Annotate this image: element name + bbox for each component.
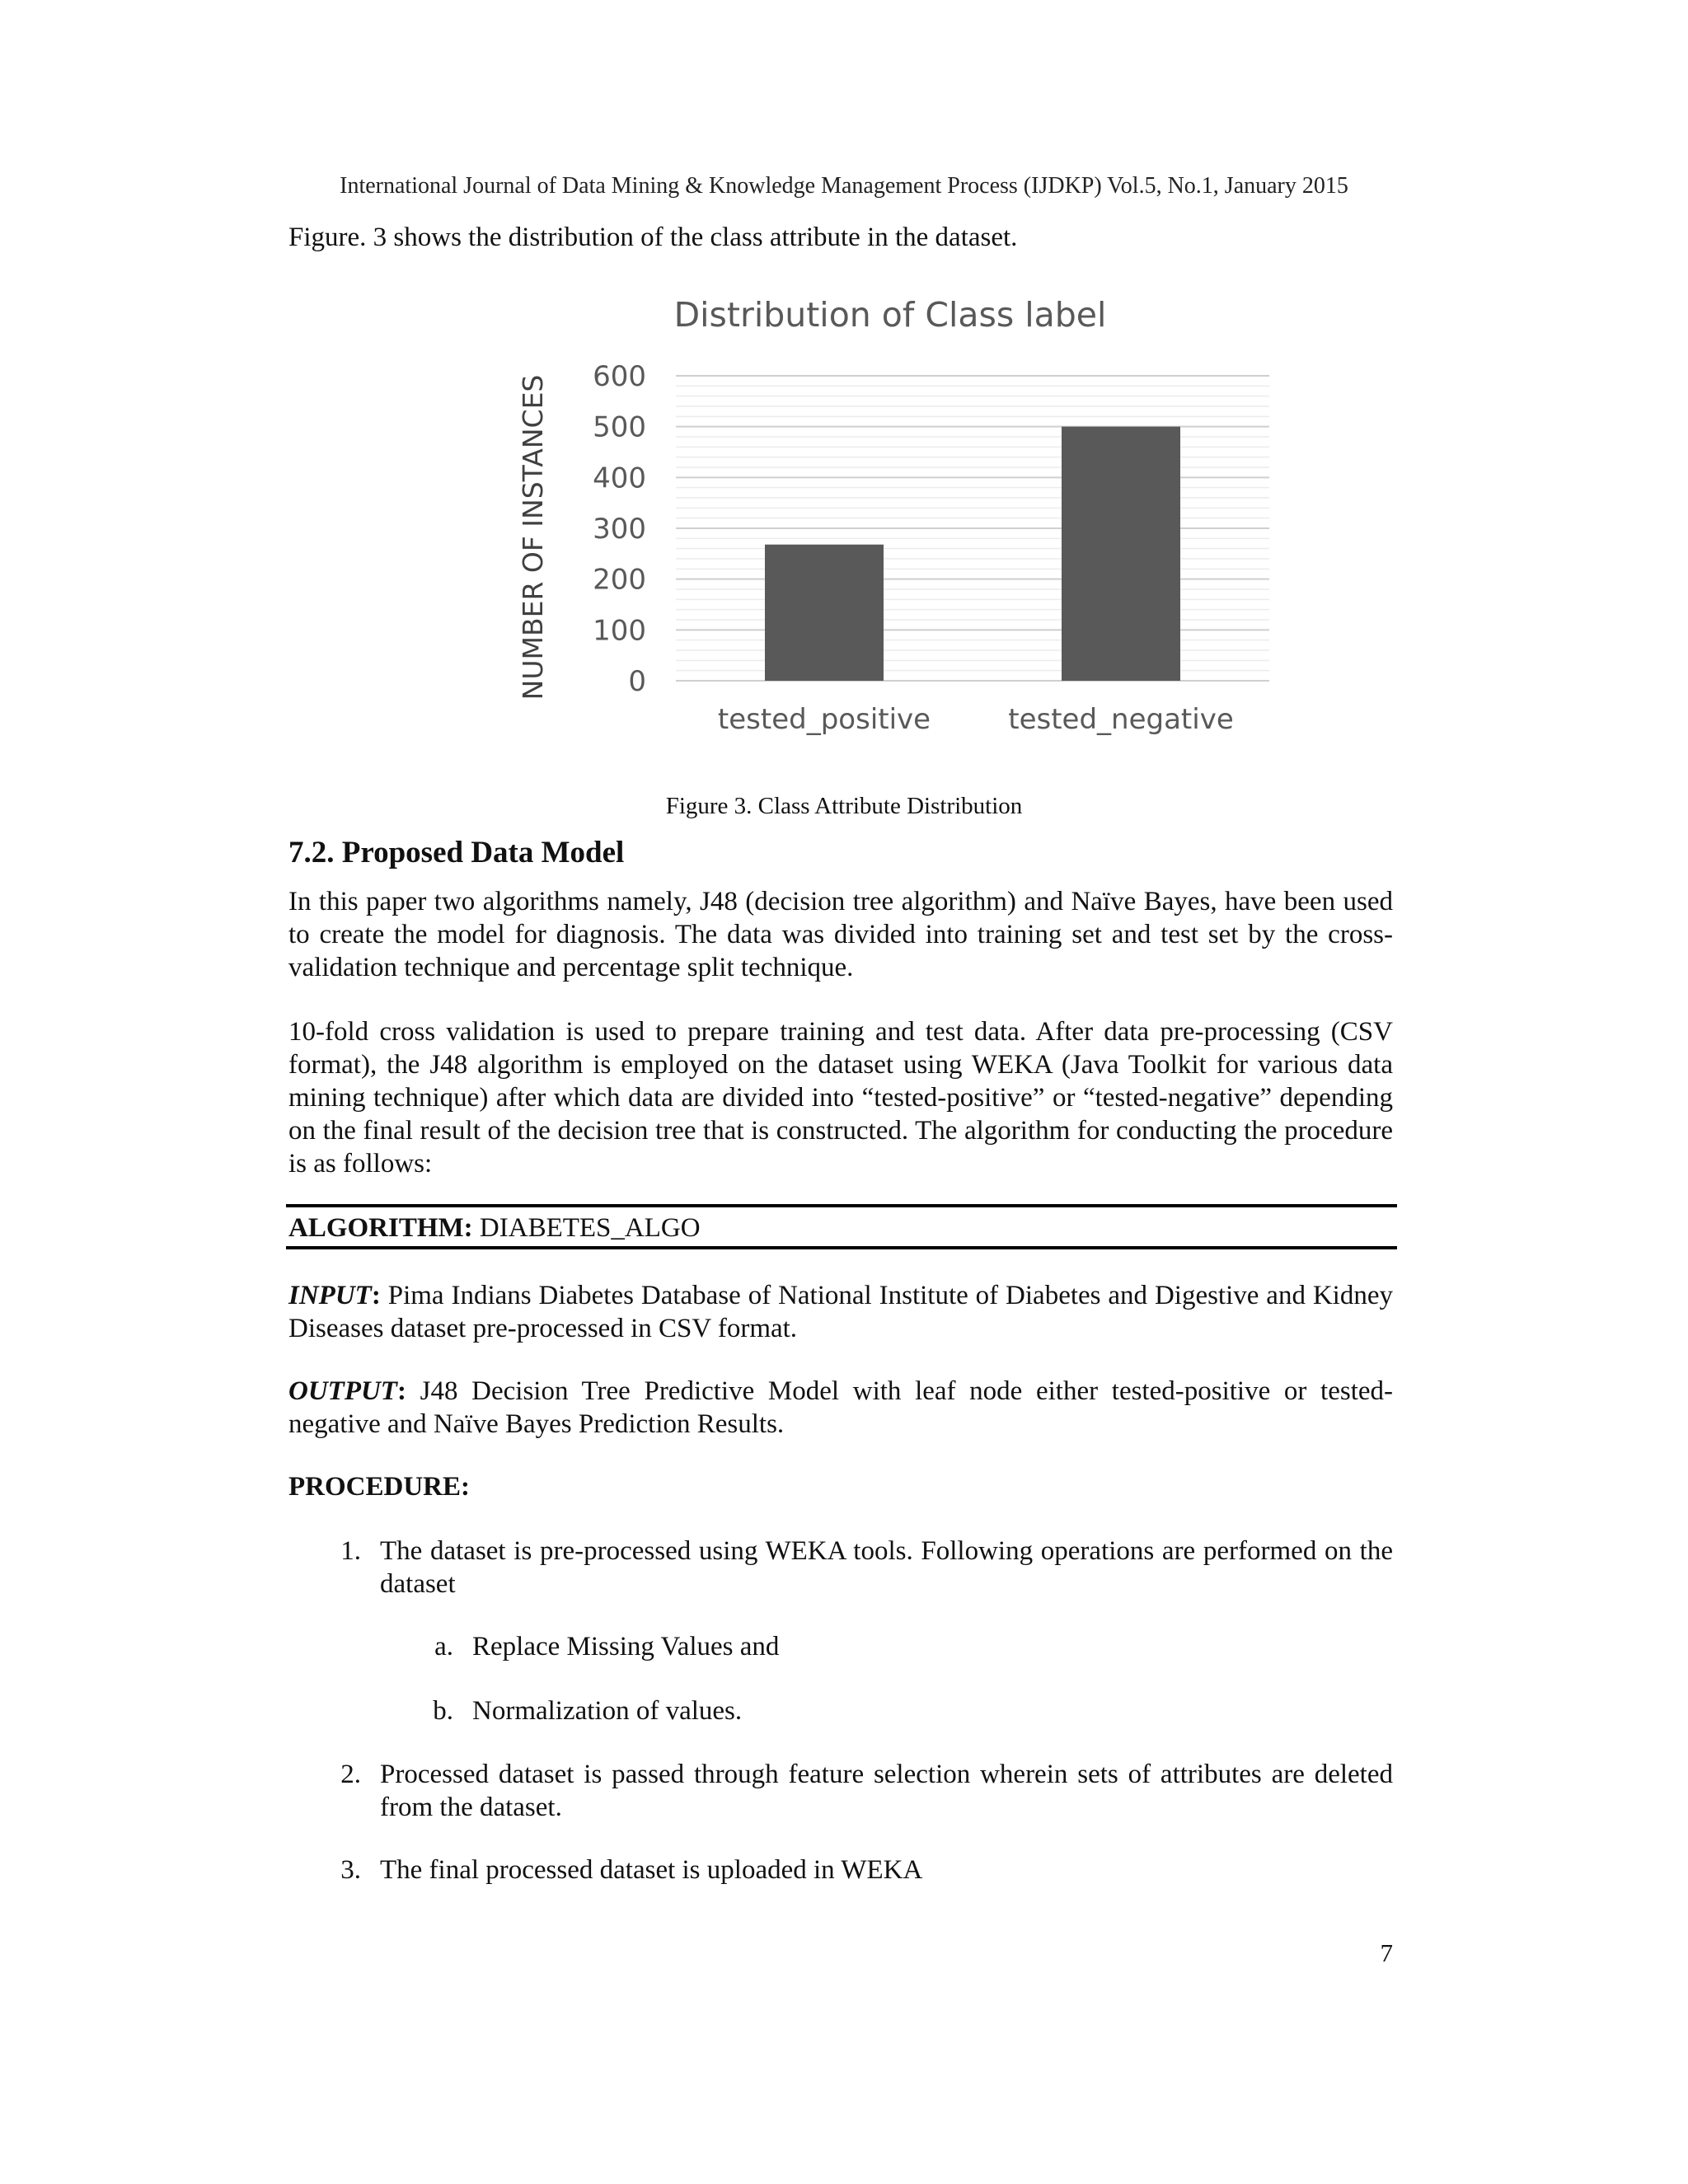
paragraph-1: In this paper two algorithms namely, J48 (decision tree algorithm) and Naïve Bayes, have been used to create the model for diagnosis. The data was divided into training set and test set by the cross-validation technique and percentage split technique. — [288, 887, 1393, 982]
input-label: INPUT — [288, 1281, 372, 1310]
algorithm-name: DIABETES_ALGO — [479, 1213, 701, 1243]
step-2-number: 2. — [340, 1760, 361, 1789]
y-tick-label: 600 — [593, 360, 646, 393]
y-tick-label: 200 — [593, 563, 646, 597]
step-1-number: 1. — [340, 1536, 361, 1566]
procedure-label: PROCEDURE: — [288, 1472, 470, 1502]
input-colon: : — [371, 1281, 381, 1310]
bar-tested_positive — [765, 545, 884, 681]
category-labels — [718, 703, 1234, 736]
output-paragraph — [288, 1375, 1393, 1441]
step-1-text: The dataset is pre-processed using WEKA tools. Following operations are performed on the dataset — [380, 1536, 1393, 1599]
algorithm-title — [288, 1212, 1393, 1244]
y-tick-label: 400 — [593, 462, 646, 495]
chart-title: Distribution of Class label — [673, 295, 1107, 335]
paragraph-2: 10-fold cross validation is used to prepare training and test data. After data pre-processing (CSV format), the J48 algorithm is employed on the dataset using WEKA (Java Toolkit for various data mining technique) after which data are divided into “tested-positive” or “tested-negative” depending on the final result of the decision tree that is constructed. The algorithm for conducting the procedure is as follows: — [288, 1017, 1393, 1179]
page-number: 7 — [1380, 1938, 1393, 1967]
y-axis-label: NUMBER OF INSTANCES — [517, 374, 549, 701]
algorithm-label: ALGORITHM: — [288, 1213, 473, 1243]
output-text: J48 Decision Tree Predictive Model with leaf node either tested-positive or tested-negative and Naïve Bayes Prediction Results. — [288, 1376, 1394, 1439]
class-distribution-chart — [495, 280, 1286, 758]
y-tick-label: 100 — [593, 614, 646, 648]
algorithm-top-rule — [286, 1204, 1397, 1207]
category-label-tested_positive: tested_positive — [717, 703, 931, 736]
output-colon: : — [396, 1376, 406, 1406]
step-3-text: The final processed dataset is uploaded in WEKA — [380, 1855, 923, 1885]
step-2-text: Processed dataset is passed through feature selection wherein sets of attributes are deleted from the dataset. — [380, 1760, 1393, 1822]
category-label-tested_negative: tested_negative — [1008, 703, 1234, 736]
algorithm-bottom-rule — [286, 1246, 1397, 1249]
step-3-number: 3. — [340, 1855, 361, 1885]
input-text: Pima Indians Diabetes Database of National Institute of Diabetes and Digestive and Kidney Diseases dataset pre-processed in CSV format. — [288, 1281, 1394, 1343]
output-label: OUTPUT — [288, 1376, 397, 1406]
substep-b-text: Normalization of values. — [472, 1696, 743, 1726]
input-paragraph — [288, 1279, 1393, 1345]
substep-b-number: b. — [433, 1696, 453, 1726]
y-tick-label: 0 — [628, 665, 646, 698]
y-tick-label: 300 — [593, 513, 646, 546]
journal-header: International Journal of Data Mining & Knowledge Management Process (IJDKP) Vol.5, No.1, January 2015 — [340, 173, 1348, 199]
section-heading: 7.2. Proposed Data Model — [288, 836, 625, 869]
bar-tested_negative — [1062, 427, 1180, 681]
y-tick-labels — [593, 360, 646, 698]
figure-caption: Figure 3. Class Attribute Distribution — [665, 793, 1023, 819]
bars — [765, 427, 1180, 681]
intro-sentence: Figure. 3 shows the distribution of the class attribute in the dataset. — [288, 223, 1018, 252]
substep-a-text: Replace Missing Values and — [472, 1632, 780, 1661]
substep-a-number: a. — [434, 1632, 453, 1661]
y-tick-label: 500 — [593, 410, 646, 444]
